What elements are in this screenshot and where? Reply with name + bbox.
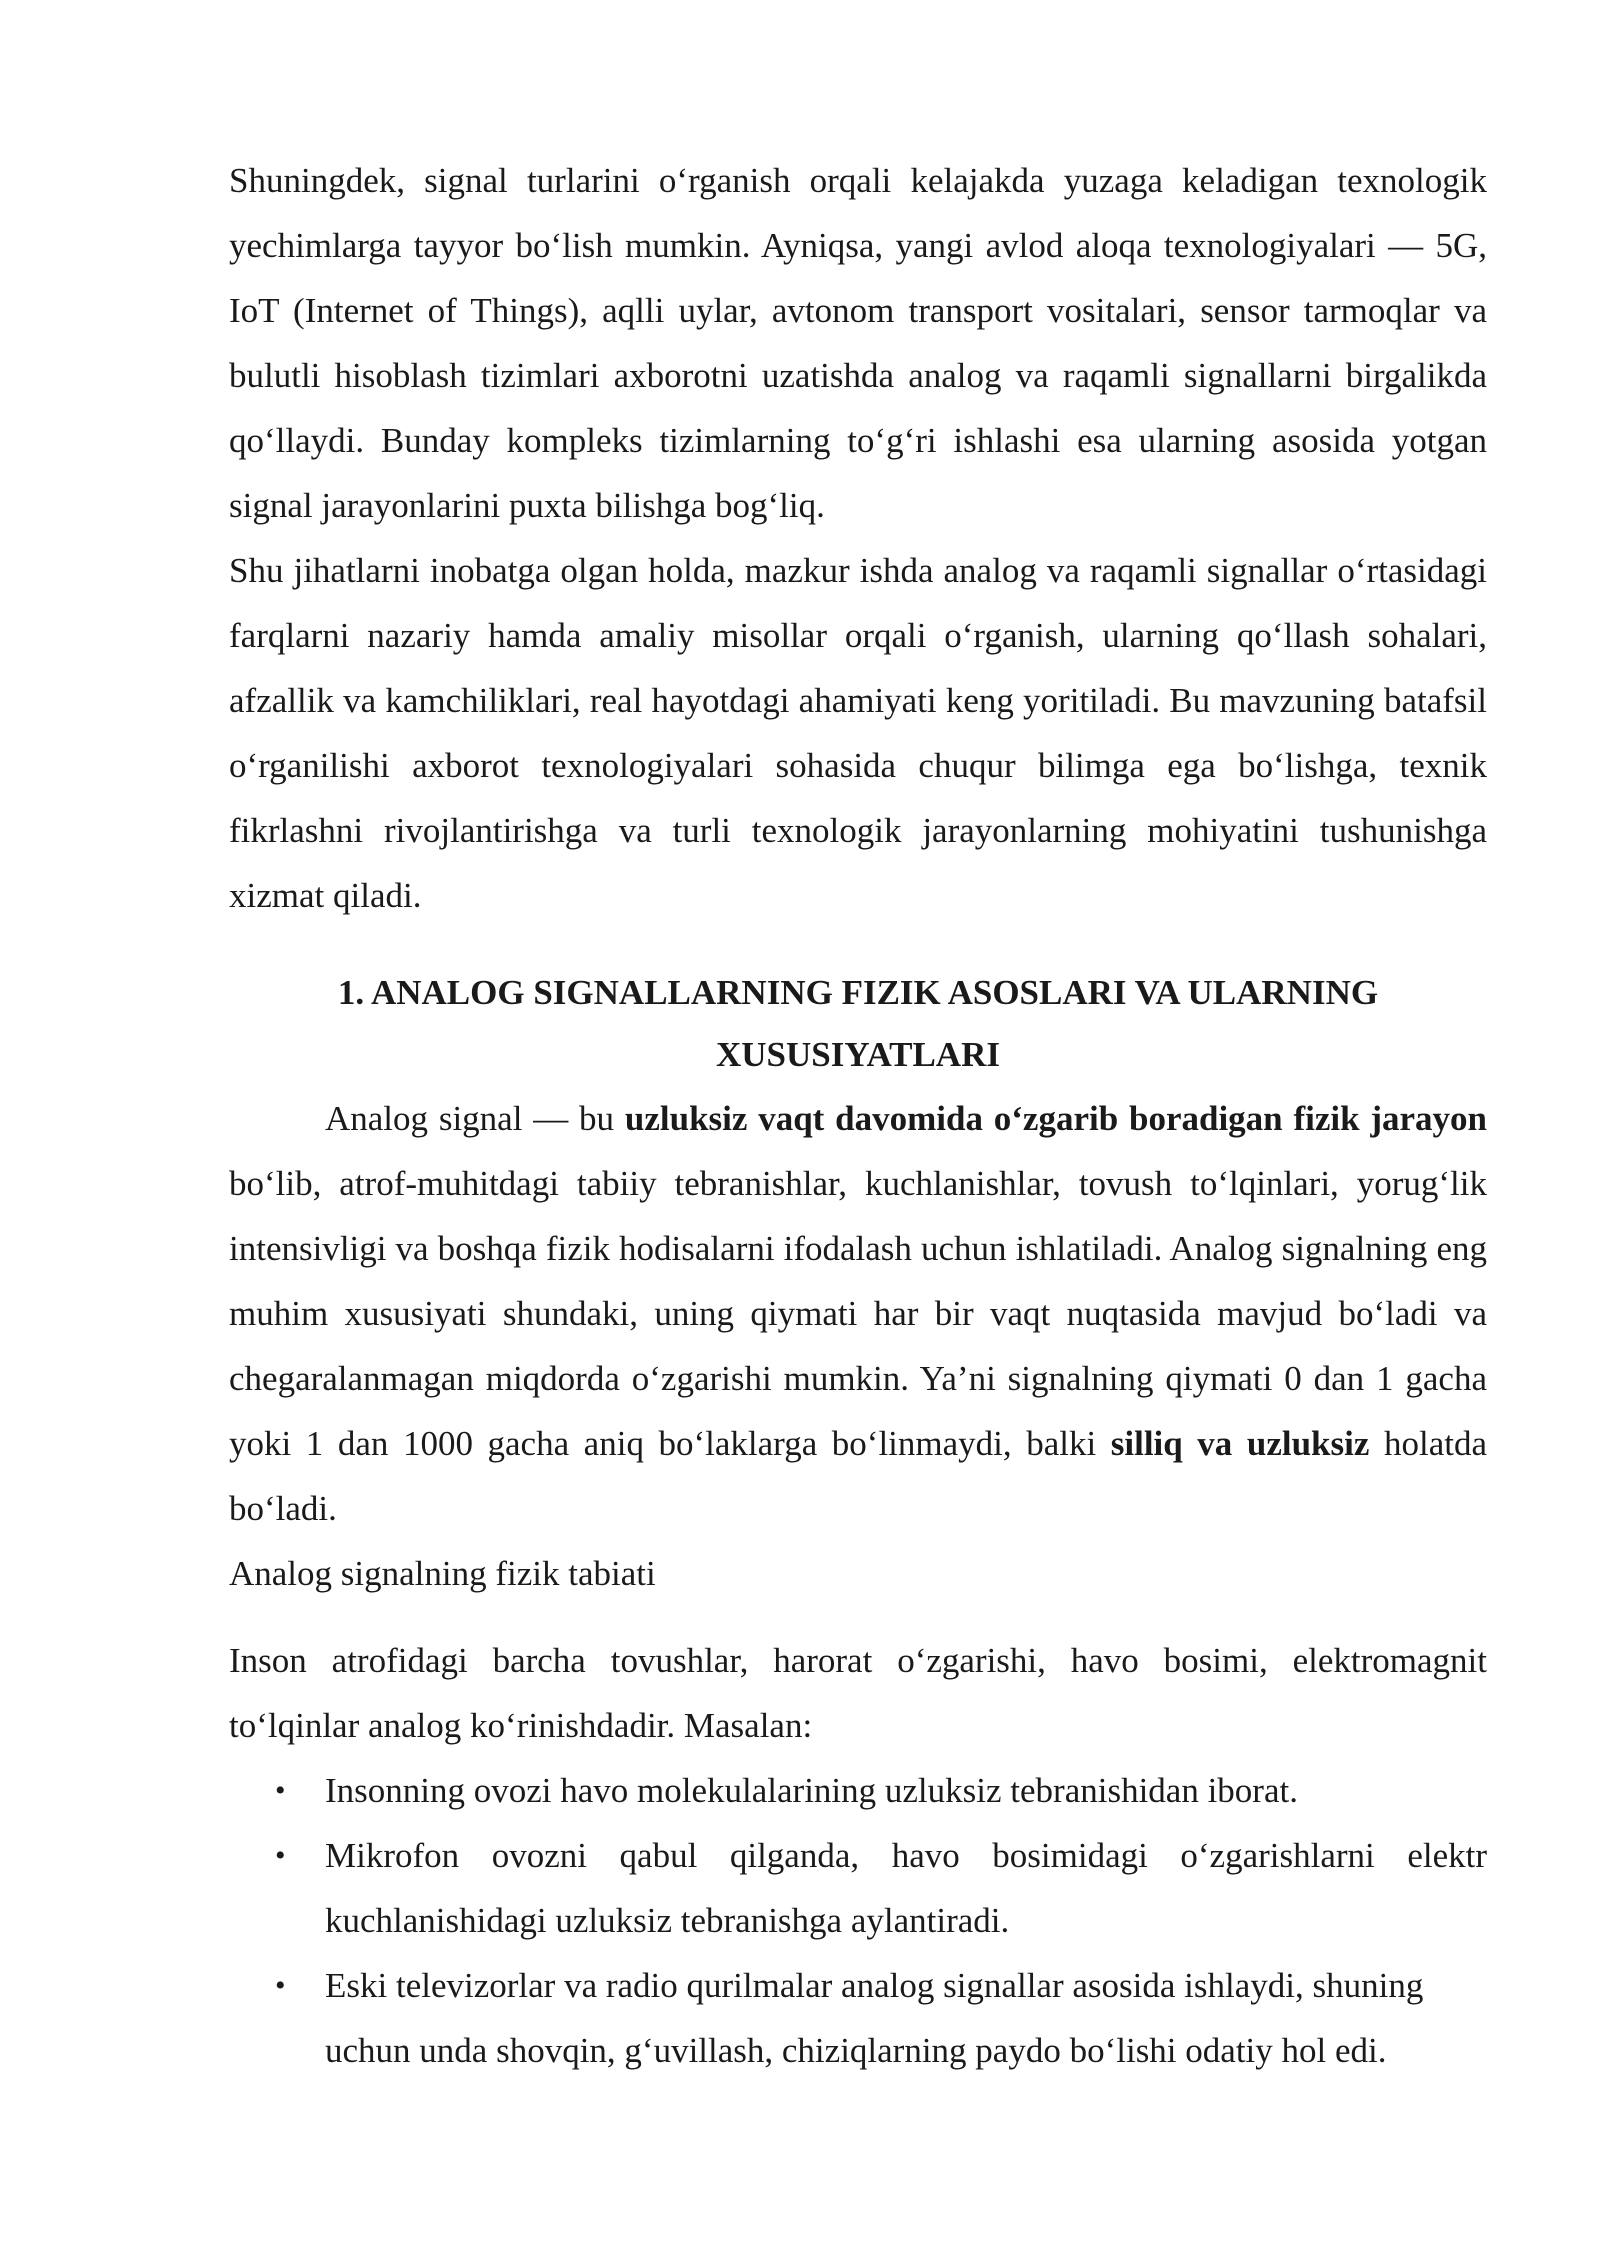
definition-end: holatda bo‘ladi. <box>229 1424 1487 1528</box>
section-heading-line-2: XUSUSIYATLARI <box>716 1035 1000 1074</box>
definition-bold-phrase: silliq va uzluksiz <box>1110 1424 1370 1463</box>
intro-paragraph-2: Shu jihatlarni inobatga olgan holda, mazkur ishda analog va raqamli signallar o‘rtasidagi farqlarni nazariy hamda amaliy misollar orqali o‘rganish, ularning qo‘llash sohalari, afzallik va kamchiliklari, real hayotdagi ahamiyati keng yoritiladi. Bu mavzuning batafsil o‘rganilishi axborot texnologiyalari sohasida chuqur bilimga ega bo‘lishga, texnik fikrlashni rivojlantirishga va turli texnologik jarayonlarning mohiyatini tushunishga xizmat qiladi. <box>229 551 1487 915</box>
section-heading <box>229 962 1487 1086</box>
bullet-icon: • <box>275 1774 286 1807</box>
list-item-text: Eski televizorlar va radio qurilmalar analog signallar asosida ishlaydi, shuning uchun unda shovqin, g‘uvillash, chiziqlarning paydo bo‘lishi odatiy hol edi. <box>325 1966 1424 2070</box>
intro-paragraph-1: Shuningdek, signal turlarini o‘rganish orqali kelajakda yuzaga keladigan texnologik yechimlarga tayyor bo‘lish mumkin. Ayniqsa, yangi avlod aloqa texnologiyalari — 5G, IoT (Internet of Things), aqlli uylar, avtonom transport vositalari, sensor tarmoqlar va bulutli hisoblash tizimlari axborotni uzatishda analog va raqamli signallarni birgalikda qo‘llaydi. Bunday kompleks tizimlarning to‘g‘ri ishlashi esa ularning asosida yotgan signal jarayonlarini puxta bilishga bog‘liq. <box>229 161 1487 525</box>
list-item-text: Insonning ovozi havo molekulalarining uzluksiz tebranishidan iborat. <box>325 1771 1298 1810</box>
list-item <box>229 1953 1510 2083</box>
definition-bold-term: uzluksiz vaqt davomida o‘zgarib boradigan fizik jarayon <box>624 1099 1488 1138</box>
definition-start: Analog signal — bu <box>325 1099 625 1138</box>
bullet-icon: • <box>275 1839 286 1872</box>
spacer <box>229 1606 1487 1628</box>
list-item <box>229 1758 1487 1823</box>
bullet-icon: • <box>275 1969 286 2002</box>
list-item-text: Mikrofon ovozni qabul qilganda, havo bosimidagi o‘zgarishlarni elektr kuchlanishidagi uzluksiz tebranishga aylantiradi. <box>325 1836 1487 1940</box>
list-item <box>229 1823 1487 1953</box>
definition-middle: bo‘lib, atrof-muhitdagi tabiiy tebranishlar, kuchlanishlar, tovush to‘lqinlari, yorug‘lik intensivligi va boshqa fizik hodisalarni ifodalash uchun ishlatiladi. Analog signalning eng muhim xususiyati shundaki, uning qiymati har bir vaqt nuqtasida mavjud bo‘ladi va chegaralanmagan miqdorda o‘zgarishi mumkin. Ya’ni signalning qiymati 0 dan 1 gacha yoki 1 dan 1000 gacha aniq bo‘laklarga bo‘linmaydi, balki <box>229 1164 1487 1463</box>
nature-paragraph: Inson atrofidagi barcha tovushlar, harorat o‘zgarishi, havo bosimi, elektromagnit to‘lqinlar analog ko‘rinishdadir. Masalan: <box>229 1641 1487 1745</box>
section-heading-line-1: 1. ANALOG SIGNALLARNING FIZIK ASOSLARI VA ULARNING <box>337 973 1379 1012</box>
document-page <box>229 148 1487 2083</box>
examples-list <box>229 1758 1487 2083</box>
definition-paragraph <box>229 1086 1487 1541</box>
subheading: Analog signalning fizik tabiati <box>229 1554 656 1593</box>
